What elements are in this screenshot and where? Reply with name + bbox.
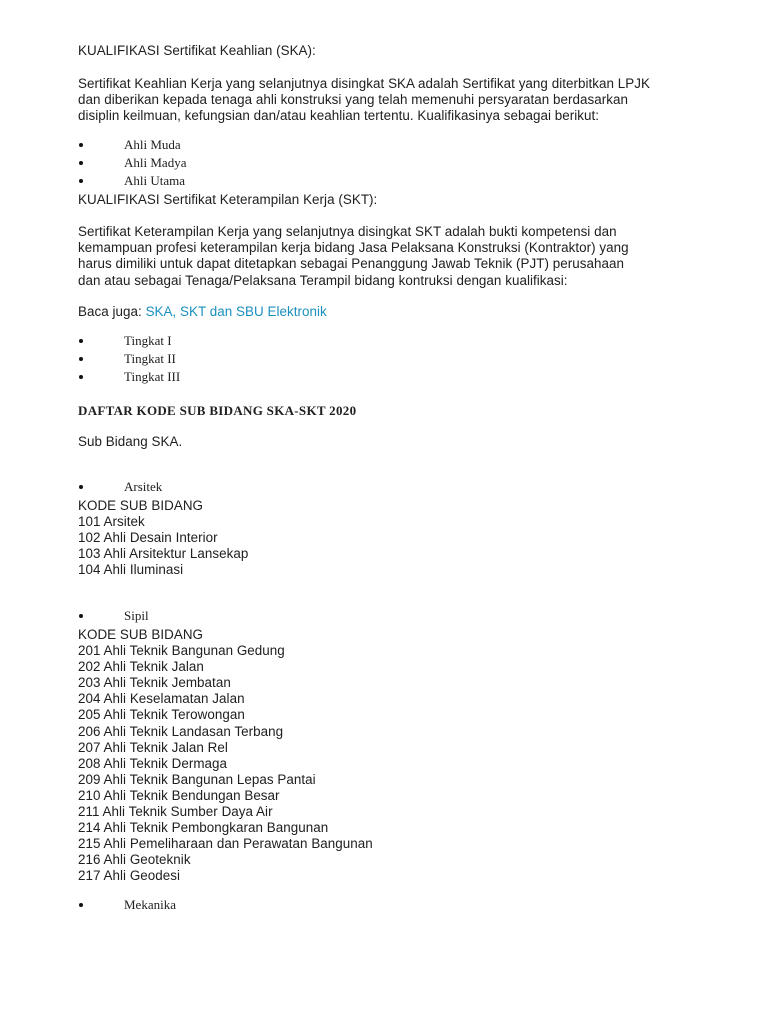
list-item: Ahli Madya bbox=[78, 154, 186, 172]
code-item: 102 Ahli Desain Interior bbox=[78, 530, 218, 546]
code-item: 215 Ahli Pemeliharaan dan Perawatan Bangunan bbox=[78, 836, 373, 852]
list-item: Tingkat II bbox=[78, 350, 180, 368]
ska-paragraph-line: Sertifikat Keahlian Kerja yang selanjutnya disingkat SKA adalah Sertifikat yang diterbitkan LPJK bbox=[78, 76, 651, 91]
list-item: Ahli Utama bbox=[78, 172, 186, 190]
list-item: Ahli Muda bbox=[78, 136, 186, 154]
ska-paragraph bbox=[78, 76, 728, 125]
code-item: 209 Ahli Teknik Bangunan Lepas Pantai bbox=[78, 771, 316, 787]
ska-paragraph-line: disiplin keilmuan, kefungsian dan/atau keahlian tertentu. Kualifikasinya sebagai berikut: bbox=[78, 108, 600, 124]
list-item: Tingkat III bbox=[78, 368, 180, 386]
code-item: 103 Ahli Arsitektur Lansekap bbox=[78, 546, 249, 562]
code-item: 216 Ahli Geoteknik bbox=[78, 852, 191, 868]
skt-title: KUALIFIKASI Sertifikat Keterampilan Kerja (SKT): bbox=[78, 192, 378, 207]
code-item: 217 Ahli Geodesi bbox=[78, 868, 181, 884]
code-item: 214 Ahli Teknik Pembongkaran Bangunan bbox=[78, 820, 329, 836]
sipil-bullet-list bbox=[78, 607, 149, 625]
skt-paragraph-line: Sertifikat Keterampilan Kerja yang selanjutnya disingkat SKT adalah bukti kompetensi dan bbox=[78, 224, 617, 239]
code-item: 204 Ahli Keselamatan Jalan bbox=[78, 691, 245, 707]
code-item: 203 Ahli Teknik Jembatan bbox=[78, 675, 231, 691]
baca-juga-link[interactable]: SKA, SKT dan SBU Elektronik bbox=[145, 304, 327, 319]
code-header: KODE SUB BIDANG bbox=[78, 498, 204, 513]
baca-juga-label: Baca juga: bbox=[78, 304, 146, 319]
mekanika-bullet-list bbox=[78, 896, 176, 914]
ska-levels-list bbox=[78, 136, 186, 190]
list-item: Sipil bbox=[78, 607, 149, 625]
skt-paragraph-line: dan atau sebagai Tenaga/Pelaksana Terampil bidang kontruksi dengan kualifikasi: bbox=[78, 272, 568, 288]
code-item: 206 Ahli Teknik Landasan Terbang bbox=[78, 723, 284, 739]
code-item: 101 Arsitek bbox=[78, 514, 145, 530]
arsitek-codes bbox=[78, 498, 728, 578]
code-item: 201 Ahli Teknik Bangunan Gedung bbox=[78, 643, 285, 659]
list-item: Tingkat I bbox=[78, 332, 180, 350]
daftar-heading: DAFTAR KODE SUB BIDANG SKA-SKT 2020 bbox=[78, 403, 357, 418]
code-item: 205 Ahli Teknik Terowongan bbox=[78, 707, 245, 723]
code-header: KODE SUB BIDANG bbox=[78, 627, 204, 642]
sipil-codes bbox=[78, 627, 728, 885]
sub-bidang-ska-label: Sub Bidang SKA. bbox=[78, 434, 183, 449]
skt-paragraph-line: harus dimiliki untuk dapat ditetapkan sebagai Penanggung Jawab Teknik (PJT) perusahaan bbox=[78, 256, 624, 272]
skt-levels-list bbox=[78, 332, 180, 386]
code-item: 211 Ahli Teknik Sumber Daya Air bbox=[78, 804, 273, 820]
ska-paragraph-line: dan diberikan kepada tenaga ahli konstruksi yang telah memenuhi persyaratan berdasarkan bbox=[78, 92, 628, 108]
list-item: Arsitek bbox=[78, 478, 162, 496]
arsitek-bullet-list bbox=[78, 478, 162, 496]
code-item: 104 Ahli Iluminasi bbox=[78, 562, 184, 578]
skt-paragraph bbox=[78, 224, 728, 289]
list-item: Mekanika bbox=[78, 896, 176, 914]
code-item: 208 Ahli Teknik Dermaga bbox=[78, 755, 228, 771]
baca-juga bbox=[78, 304, 728, 320]
code-item: 202 Ahli Teknik Jalan bbox=[78, 659, 204, 675]
code-item: 210 Ahli Teknik Bendungan Besar bbox=[78, 787, 280, 803]
skt-paragraph-line: kemampuan profesi keterampilan kerja bidang Jasa Pelaksana Konstruksi (Kontraktor) yang bbox=[78, 240, 629, 256]
ska-title: KUALIFIKASI Sertifikat Keahlian (SKA): bbox=[78, 43, 316, 58]
code-item: 207 Ahli Teknik Jalan Rel bbox=[78, 739, 228, 755]
